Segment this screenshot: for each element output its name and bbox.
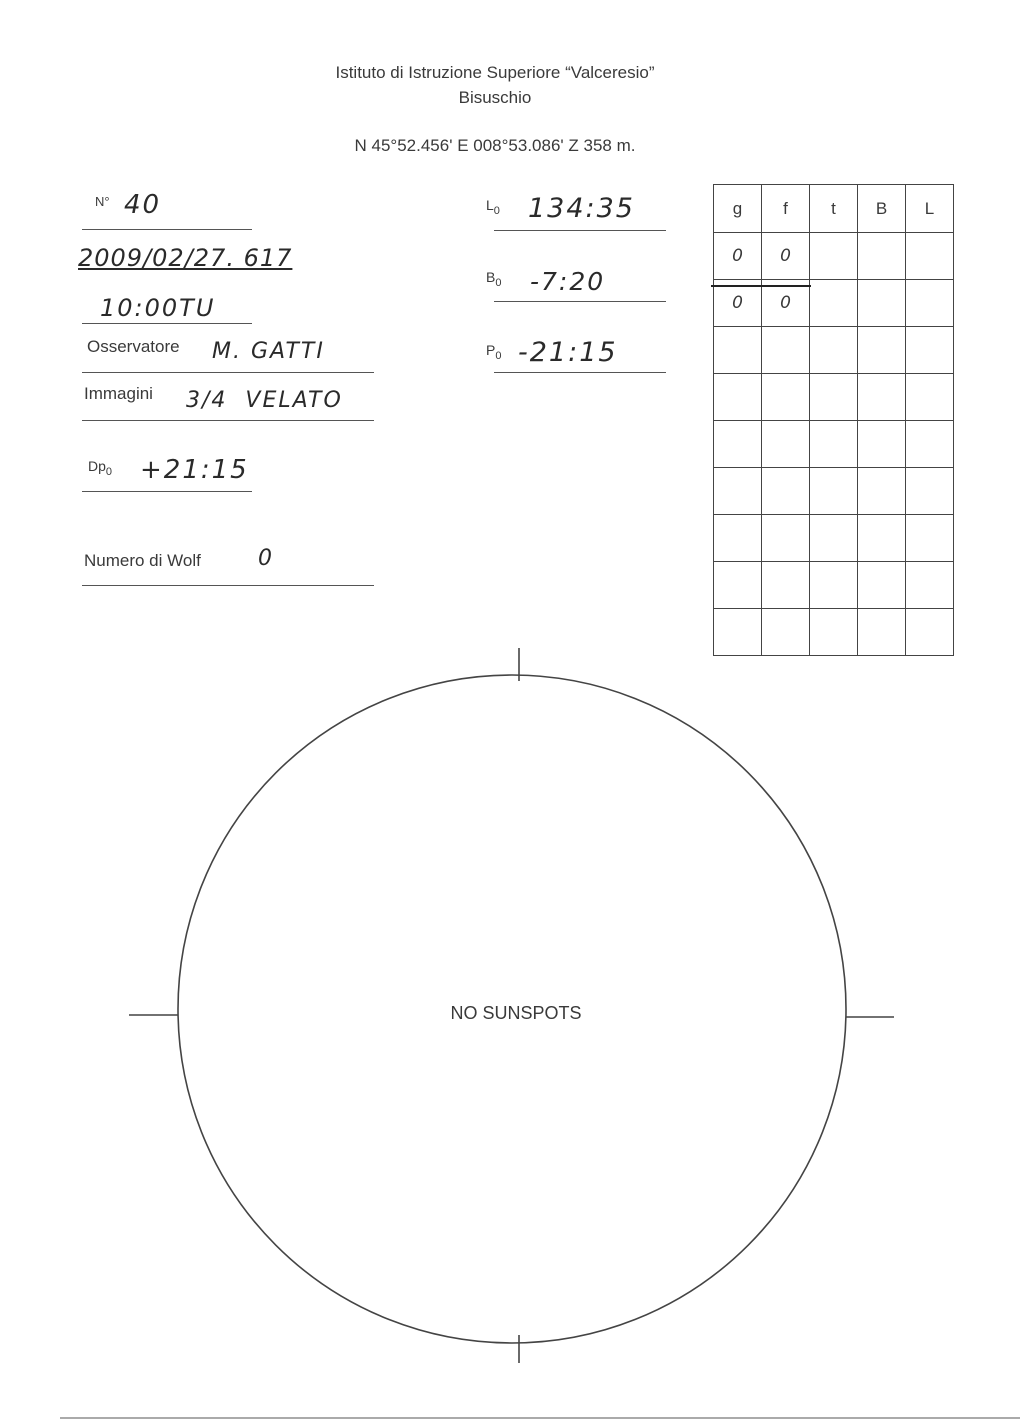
cell-g bbox=[714, 468, 762, 515]
cell-l bbox=[906, 327, 954, 374]
time-rule bbox=[82, 323, 252, 324]
cell-t bbox=[810, 515, 858, 562]
date-value: 2009/02/27. 617 bbox=[78, 244, 293, 272]
cell-t bbox=[810, 374, 858, 421]
cell-g: 0 bbox=[714, 233, 762, 280]
b0-rule bbox=[494, 301, 666, 302]
cell-l bbox=[906, 515, 954, 562]
cell-l bbox=[906, 233, 954, 280]
table-row bbox=[714, 421, 954, 468]
cell-g bbox=[714, 374, 762, 421]
dp0-label bbox=[88, 458, 113, 478]
cell-l bbox=[906, 609, 954, 656]
cell-t bbox=[810, 421, 858, 468]
time-value: 10:00TU bbox=[100, 294, 216, 322]
cell-t bbox=[810, 327, 858, 374]
b0-label-main: B bbox=[486, 269, 496, 285]
b0-value: -7:20 bbox=[530, 267, 606, 296]
cell-g bbox=[714, 562, 762, 609]
p0-value: -21:15 bbox=[518, 337, 618, 368]
images-value: 3/4 VELATO bbox=[186, 388, 343, 413]
cell-b bbox=[858, 327, 906, 374]
cell-f bbox=[762, 421, 810, 468]
header-f: f bbox=[762, 185, 810, 233]
cell-g bbox=[714, 421, 762, 468]
cell-f bbox=[762, 562, 810, 609]
cell-f bbox=[762, 515, 810, 562]
dp0-label-sub: 0 bbox=[105, 466, 113, 478]
header-b: B bbox=[858, 185, 906, 233]
cell-l bbox=[906, 468, 954, 515]
p0-label-sub: 0 bbox=[495, 350, 502, 362]
p0-label-main: P bbox=[486, 342, 496, 358]
cell-b bbox=[858, 280, 906, 327]
institute-town: Bisuschio bbox=[458, 88, 532, 107]
cell-l bbox=[906, 421, 954, 468]
table-row bbox=[714, 374, 954, 421]
cell-t bbox=[810, 233, 858, 280]
cell-l bbox=[906, 374, 954, 421]
cell-g bbox=[714, 327, 762, 374]
wolf-value: 0 bbox=[258, 546, 274, 571]
number-label: N° bbox=[95, 194, 110, 209]
table-row bbox=[714, 515, 954, 562]
cell-g bbox=[714, 609, 762, 656]
table-row bbox=[714, 609, 954, 656]
observer-label: Osservatore bbox=[87, 337, 180, 356]
cell-t bbox=[810, 468, 858, 515]
institute-title: Istituto di Istruzione Superiore “Valceresio” bbox=[335, 63, 655, 82]
cell-g: 0 bbox=[714, 280, 762, 327]
cell-b bbox=[858, 515, 906, 562]
p0-label bbox=[486, 342, 502, 362]
cell-b bbox=[858, 421, 906, 468]
header-g: g bbox=[714, 185, 762, 233]
table-handwritten-separator bbox=[711, 285, 811, 287]
images-rule bbox=[82, 420, 374, 421]
images-label: Immagini bbox=[84, 384, 153, 403]
cell-g bbox=[714, 515, 762, 562]
b0-label bbox=[486, 269, 502, 289]
number-field bbox=[95, 193, 110, 211]
dp0-value: +21:15 bbox=[140, 455, 249, 485]
cell-t bbox=[810, 609, 858, 656]
l0-label-sub: 0 bbox=[493, 205, 500, 217]
cell-b bbox=[858, 562, 906, 609]
wolf-rule bbox=[82, 585, 374, 586]
observer-value: M. GATTI bbox=[212, 339, 325, 364]
p0-rule bbox=[494, 372, 666, 373]
header-l: L bbox=[906, 185, 954, 233]
number-rule bbox=[82, 229, 252, 230]
cell-l bbox=[906, 280, 954, 327]
cell-l bbox=[906, 562, 954, 609]
dp0-label-main: Dp bbox=[88, 458, 106, 474]
l0-rule bbox=[494, 230, 666, 231]
counts-table bbox=[713, 184, 954, 656]
number-value: 40 bbox=[124, 190, 162, 220]
wolf-label: Numero di Wolf bbox=[84, 551, 201, 570]
site-coordinates: N 45°52.456' E 008°53.086' Z 358 m. bbox=[354, 136, 636, 155]
cell-t bbox=[810, 562, 858, 609]
cell-b bbox=[858, 233, 906, 280]
header-t: t bbox=[810, 185, 858, 233]
cell-b bbox=[858, 374, 906, 421]
b0-label-sub: 0 bbox=[495, 277, 502, 289]
observer-rule bbox=[82, 372, 374, 373]
cell-b bbox=[858, 468, 906, 515]
l0-label-main: L bbox=[486, 197, 494, 213]
counts-header-row bbox=[714, 185, 954, 233]
cell-f bbox=[762, 609, 810, 656]
dp0-rule bbox=[82, 491, 252, 492]
cell-b bbox=[858, 609, 906, 656]
cell-t bbox=[810, 280, 858, 327]
table-row bbox=[714, 327, 954, 374]
table-row bbox=[714, 468, 954, 515]
l0-label bbox=[486, 197, 500, 217]
table-row bbox=[714, 562, 954, 609]
cell-f: 0 bbox=[762, 280, 810, 327]
cell-f bbox=[762, 374, 810, 421]
cell-f bbox=[762, 327, 810, 374]
table-row bbox=[714, 233, 954, 280]
no-sunspots-note: NO SUNSPOTS bbox=[450, 1003, 582, 1023]
cell-f: 0 bbox=[762, 233, 810, 280]
l0-value: 134:35 bbox=[528, 193, 635, 224]
cell-f bbox=[762, 468, 810, 515]
